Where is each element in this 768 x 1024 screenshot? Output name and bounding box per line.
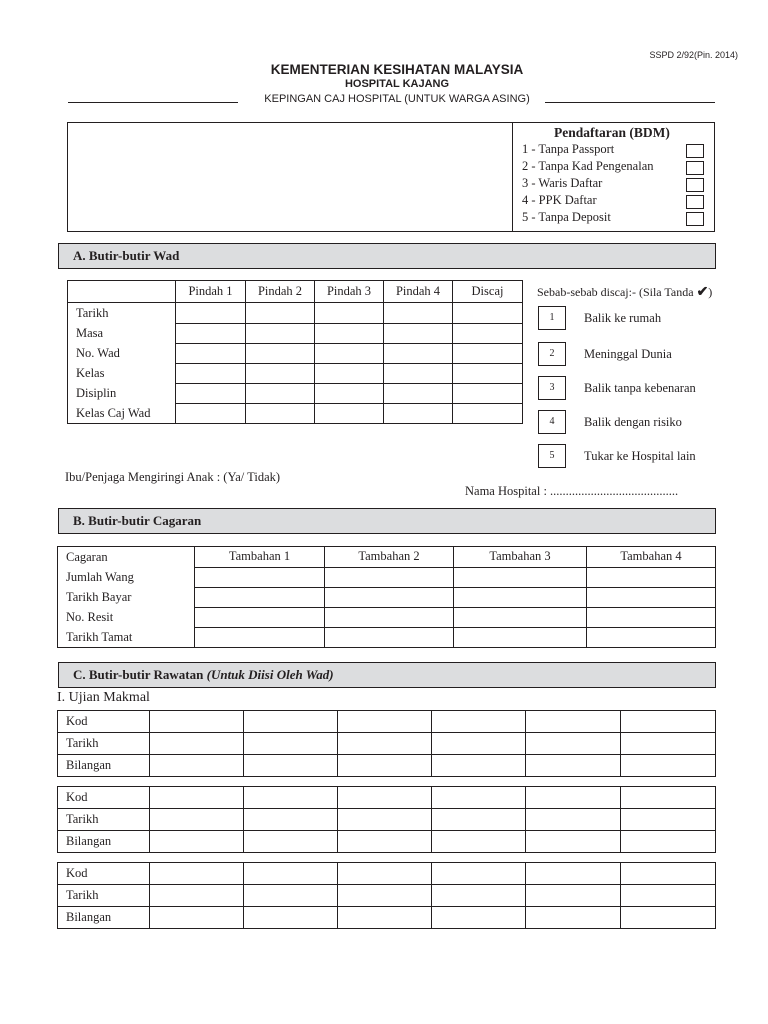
table-row xyxy=(68,363,523,383)
lab-cell[interactable] xyxy=(150,733,244,755)
lab-cell[interactable] xyxy=(526,831,621,853)
ward-cell[interactable] xyxy=(315,343,384,363)
table-row xyxy=(58,733,716,755)
lab-cell[interactable] xyxy=(432,863,526,885)
lab-cell[interactable] xyxy=(621,733,716,755)
hospital-name: HOSPITAL KAJANG xyxy=(344,78,450,90)
lab-cell[interactable] xyxy=(150,711,244,733)
registration-option-label: 5 - Tanpa Deposit xyxy=(522,210,611,224)
lab-cell[interactable] xyxy=(621,907,716,929)
lab-cell[interactable] xyxy=(338,885,432,907)
ward-cell[interactable] xyxy=(453,343,523,363)
table-row xyxy=(58,787,716,809)
ward-cell[interactable] xyxy=(315,323,384,343)
lab-row-label: Tarikh xyxy=(58,809,150,831)
section-b-title: B. Butir-butir Cagaran xyxy=(58,508,716,534)
ministry-title: KEMENTERIAN KESIHATAN MALAYSIA xyxy=(270,62,524,77)
lab-cell[interactable] xyxy=(244,755,338,777)
lab-cell[interactable] xyxy=(338,831,432,853)
registration-option-label: 3 - Waris Daftar xyxy=(522,176,603,190)
ward-cell[interactable] xyxy=(453,323,523,343)
ward-cell[interactable] xyxy=(384,363,453,383)
lab-cell[interactable] xyxy=(526,711,621,733)
lab-cell[interactable] xyxy=(338,733,432,755)
discharge-reason-label: Balik ke rumah xyxy=(584,311,662,325)
ward-cell[interactable] xyxy=(176,403,246,424)
table-row xyxy=(68,323,523,343)
table-row xyxy=(58,885,716,907)
ward-cell[interactable] xyxy=(315,363,384,383)
ward-cell[interactable] xyxy=(453,363,523,383)
lab-cell[interactable] xyxy=(621,711,716,733)
lab-cell[interactable] xyxy=(526,787,621,809)
discharge-reason-checkbox[interactable]: 2 xyxy=(538,342,566,366)
deposit-corner-label: Cagaran xyxy=(58,547,195,568)
ward-column-header: Pindah 1 xyxy=(176,281,246,303)
deposit-column-header: Tambahan 3 xyxy=(454,547,587,568)
registration-checkbox[interactable] xyxy=(686,161,704,175)
lab-cell[interactable] xyxy=(432,733,526,755)
registration-title: Pendaftaran (BDM) xyxy=(554,125,670,140)
lab-cell[interactable] xyxy=(150,863,244,885)
lab-cell[interactable] xyxy=(150,809,244,831)
ward-cell[interactable] xyxy=(176,323,246,343)
ward-cell[interactable] xyxy=(384,323,453,343)
ward-cell[interactable] xyxy=(384,343,453,363)
lab-row-label: Tarikh xyxy=(58,885,150,907)
lab-cell[interactable] xyxy=(621,863,716,885)
lab-cell[interactable] xyxy=(244,809,338,831)
lab-cell[interactable] xyxy=(526,755,621,777)
lab-cell[interactable] xyxy=(526,885,621,907)
deposit-column-header: Tambahan 4 xyxy=(587,547,716,568)
discharge-reason-checkbox[interactable]: 5 xyxy=(538,444,566,468)
registration-option-label: 4 - PPK Daftar xyxy=(522,193,597,207)
check-mark-icon: ✔ xyxy=(696,285,709,300)
lab-cell[interactable] xyxy=(244,863,338,885)
deposit-row-label: Tarikh Tamat xyxy=(58,627,195,648)
table-row xyxy=(68,343,523,363)
lab-cell[interactable] xyxy=(244,733,338,755)
deposit-cell[interactable] xyxy=(195,607,325,627)
ward-row-label: Masa xyxy=(68,323,176,343)
form-code: SSPD 2/92(Pin. 2014) xyxy=(649,50,738,60)
form-subtitle: KEPINGAN CAJ HOSPITAL (UNTUK WARGA ASING) xyxy=(264,93,530,105)
table-row xyxy=(58,863,716,885)
ward-cell[interactable] xyxy=(246,383,315,403)
lab-test-table xyxy=(57,710,716,777)
lab-cell[interactable] xyxy=(338,787,432,809)
lab-row-label: Bilangan xyxy=(58,907,150,929)
guardian-text: Ibu/Penjaga Mengiringi Anak : (Ya/ Tidak) xyxy=(65,470,281,484)
ward-cell[interactable] xyxy=(246,363,315,383)
deposit-cell[interactable] xyxy=(195,587,325,607)
table-row xyxy=(58,607,716,627)
lab-row-label: Bilangan xyxy=(58,755,150,777)
deposit-cell[interactable] xyxy=(454,607,587,627)
lab-cell[interactable] xyxy=(338,809,432,831)
ward-cell[interactable] xyxy=(453,303,523,324)
ward-row-label: No. Wad xyxy=(68,343,176,363)
ward-cell[interactable] xyxy=(384,403,453,424)
discharge-reason-checkbox[interactable]: 1 xyxy=(538,306,566,330)
lab-cell[interactable] xyxy=(150,831,244,853)
ward-cell[interactable] xyxy=(176,343,246,363)
lab-cell[interactable] xyxy=(150,787,244,809)
deposit-row-label: Jumlah Wang xyxy=(58,567,195,587)
ward-cell[interactable] xyxy=(246,323,315,343)
lab-cell[interactable] xyxy=(432,787,526,809)
deposit-cell[interactable] xyxy=(195,627,325,648)
deposit-cell[interactable] xyxy=(195,567,325,587)
lab-cell[interactable] xyxy=(432,831,526,853)
lab-cell[interactable] xyxy=(338,863,432,885)
table-row xyxy=(58,627,716,648)
deposit-cell[interactable] xyxy=(587,587,716,607)
ward-cell[interactable] xyxy=(384,383,453,403)
discharge-reason-label: Tukar ke Hospital lain xyxy=(584,449,696,463)
section-a-title: A. Butir-butir Wad xyxy=(58,243,716,269)
ward-cell[interactable] xyxy=(176,363,246,383)
lab-row-label: Kod xyxy=(58,863,150,885)
ward-cell[interactable] xyxy=(315,403,384,424)
deposit-cell[interactable] xyxy=(587,607,716,627)
hospital-name-field[interactable]: Nama Hospital : ......................................... xyxy=(465,484,679,498)
ward-cell[interactable] xyxy=(315,383,384,403)
lab-cell[interactable] xyxy=(621,755,716,777)
lab-cell[interactable] xyxy=(526,733,621,755)
ward-column-header: Pindah 3 xyxy=(315,281,384,303)
ward-cell[interactable] xyxy=(246,303,315,324)
lab-cell[interactable] xyxy=(150,755,244,777)
lab-cell[interactable] xyxy=(244,787,338,809)
deposit-cell[interactable] xyxy=(454,567,587,587)
registration-divider xyxy=(512,122,513,232)
discharge-reason-checkbox[interactable]: 4 xyxy=(538,410,566,434)
discharge-reason-label: Balik dengan risiko xyxy=(584,415,682,429)
lab-cell[interactable] xyxy=(526,907,621,929)
ward-row-label: Kelas xyxy=(68,363,176,383)
lab-cell[interactable] xyxy=(432,809,526,831)
ward-cell[interactable] xyxy=(453,383,523,403)
registration-option-label: 1 - Tanpa Passport xyxy=(522,142,615,156)
table-row xyxy=(58,547,716,568)
lab-tests-heading: I. Ujian Makmal xyxy=(57,690,150,705)
table-row xyxy=(58,587,716,607)
lab-cell[interactable] xyxy=(150,907,244,929)
header-rule-right xyxy=(545,102,715,103)
table-row xyxy=(68,403,523,424)
lab-cell[interactable] xyxy=(338,907,432,929)
lab-test-table xyxy=(57,862,716,929)
ward-cell[interactable] xyxy=(246,403,315,424)
ward-column-header: Pindah 2 xyxy=(246,281,315,303)
deposit-column-header: Tambahan 2 xyxy=(325,547,454,568)
deposit-row-label: Tarikh Bayar xyxy=(58,587,195,607)
deposit-cell[interactable] xyxy=(325,587,454,607)
lab-cell[interactable] xyxy=(244,907,338,929)
table-row xyxy=(58,755,716,777)
deposit-cell[interactable] xyxy=(325,607,454,627)
ward-column-header: Pindah 4 xyxy=(384,281,453,303)
discharge-reason-checkbox[interactable]: 3 xyxy=(538,376,566,400)
deposit-cell[interactable] xyxy=(325,627,454,648)
lab-cell[interactable] xyxy=(432,711,526,733)
lab-cell[interactable] xyxy=(338,711,432,733)
section-c-title: C. Butir-butir Rawatan (Untuk Diisi Oleh Wad) xyxy=(58,662,716,688)
lab-cell[interactable] xyxy=(621,831,716,853)
table-row xyxy=(58,567,716,587)
table-row xyxy=(58,809,716,831)
registration-checkbox[interactable] xyxy=(686,195,704,209)
lab-row-label: Tarikh xyxy=(58,733,150,755)
deposit-row-label: No. Resit xyxy=(58,607,195,627)
lab-cell[interactable] xyxy=(244,885,338,907)
lab-cell[interactable] xyxy=(338,755,432,777)
table-row xyxy=(58,907,716,929)
registration-checkbox[interactable] xyxy=(686,178,704,192)
lab-cell[interactable] xyxy=(432,907,526,929)
discharge-reason-label: Balik tanpa kebenaran xyxy=(584,381,696,395)
lab-row-label: Kod xyxy=(58,787,150,809)
table-row xyxy=(68,383,523,403)
deposit-cell[interactable] xyxy=(454,587,587,607)
ward-cell[interactable] xyxy=(176,303,246,324)
ward-row-label: Disiplin xyxy=(68,383,176,403)
lab-cell[interactable] xyxy=(526,809,621,831)
discharge-heading: Sebab-sebab discaj:- (Sila Tanda ✔) xyxy=(537,285,713,300)
ward-cell[interactable] xyxy=(176,383,246,403)
lab-cell[interactable] xyxy=(432,755,526,777)
registration-option-label: 2 - Tanpa Kad Pengenalan xyxy=(522,159,654,173)
ward-row-label: Kelas Caj Wad xyxy=(68,403,176,424)
lab-cell[interactable] xyxy=(244,711,338,733)
ward-cell[interactable] xyxy=(384,303,453,324)
table-row xyxy=(58,831,716,853)
table-row xyxy=(58,711,716,733)
ward-details-table xyxy=(67,280,523,424)
deposit-cell[interactable] xyxy=(587,567,716,587)
ward-cell[interactable] xyxy=(246,343,315,363)
lab-row-label: Kod xyxy=(58,711,150,733)
discharge-reason-label: Meninggal Dunia xyxy=(584,347,672,361)
lab-cell[interactable] xyxy=(621,885,716,907)
lab-cell[interactable] xyxy=(621,809,716,831)
table-row xyxy=(68,303,523,324)
ward-row-label: Tarikh xyxy=(68,303,176,324)
deposit-cell[interactable] xyxy=(325,567,454,587)
lab-cell[interactable] xyxy=(432,885,526,907)
lab-cell[interactable] xyxy=(150,885,244,907)
registration-checkbox[interactable] xyxy=(686,212,704,226)
lab-cell[interactable] xyxy=(244,831,338,853)
lab-row-label: Bilangan xyxy=(58,831,150,853)
deposit-cell[interactable] xyxy=(587,627,716,648)
ward-column-header: Discaj xyxy=(453,281,523,303)
lab-cell[interactable] xyxy=(526,863,621,885)
deposit-cell[interactable] xyxy=(454,627,587,648)
ward-cell[interactable] xyxy=(315,303,384,324)
registration-checkbox[interactable] xyxy=(686,144,704,158)
ward-cell[interactable] xyxy=(453,403,523,424)
deposit-table xyxy=(57,546,716,648)
lab-cell[interactable] xyxy=(621,787,716,809)
lab-test-table xyxy=(57,786,716,853)
deposit-column-header: Tambahan 1 xyxy=(195,547,325,568)
